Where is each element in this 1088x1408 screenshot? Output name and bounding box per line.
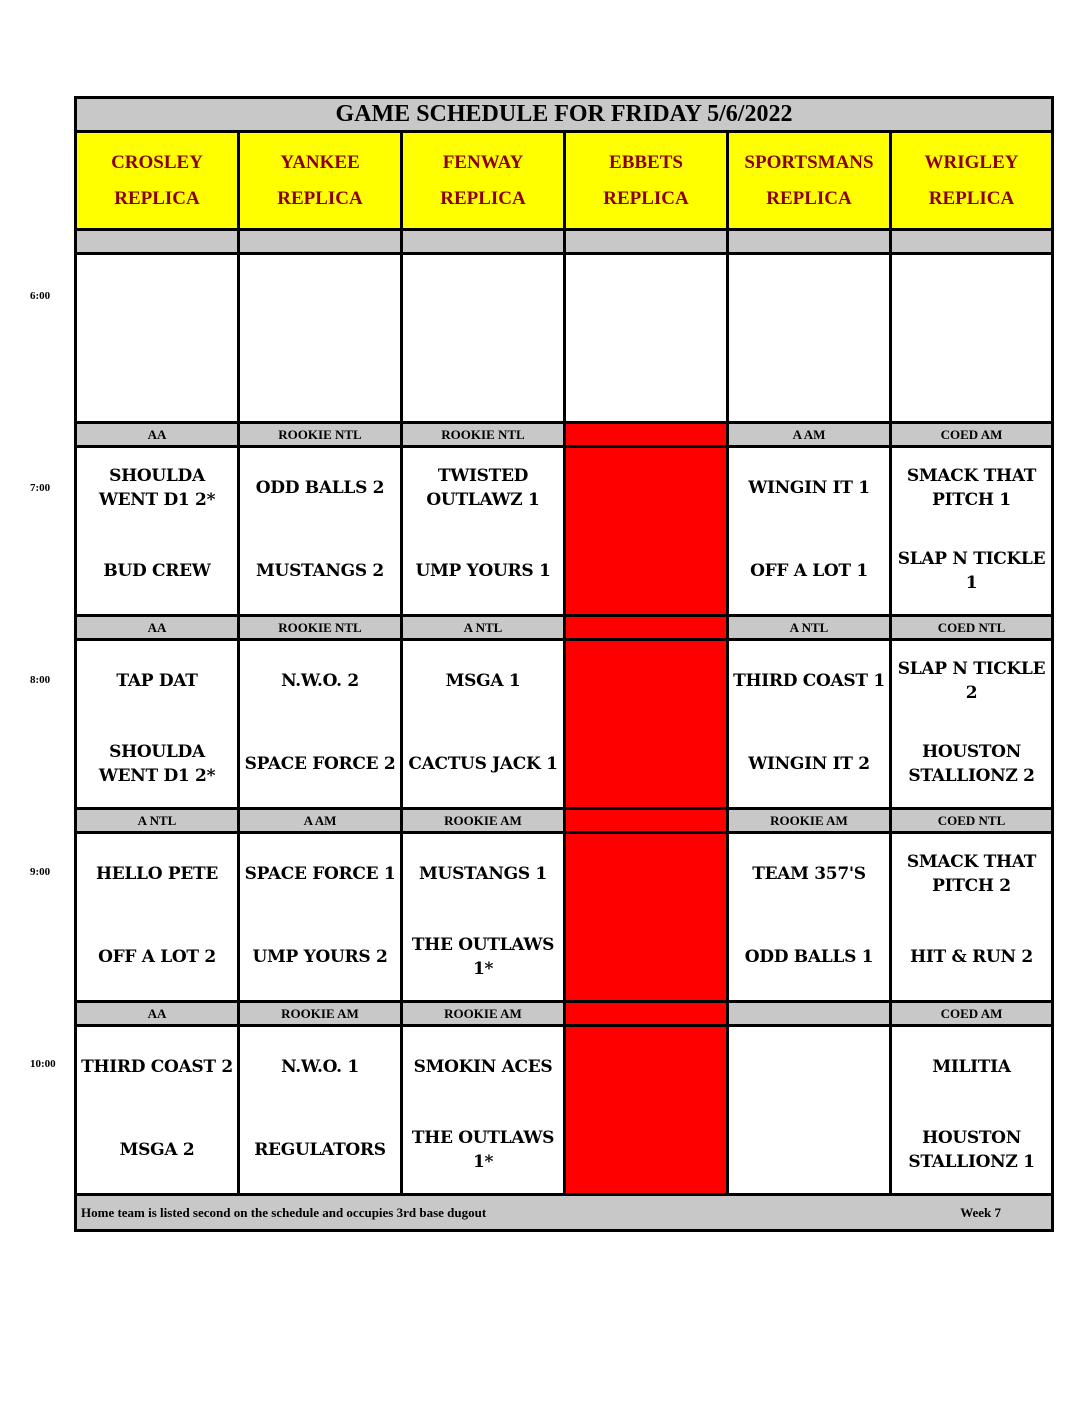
division-label: ROOKIE AM bbox=[240, 1003, 403, 1027]
home-team: UMP YOURS 2 bbox=[252, 947, 388, 967]
home-team bbox=[644, 1107, 648, 1193]
away-team bbox=[644, 834, 648, 914]
spacer-cell bbox=[77, 231, 240, 255]
home-team: WINGIN IT 2 bbox=[748, 754, 870, 774]
division-label: AA bbox=[77, 1003, 240, 1027]
home-team: OFF A LOT 1 bbox=[750, 561, 868, 581]
home-team bbox=[644, 721, 648, 807]
away-team: TAP DAT bbox=[116, 671, 198, 691]
game-slots bbox=[77, 424, 1051, 1196]
closed-field-cell bbox=[566, 424, 729, 448]
home-team: CACTUS JACK 1 bbox=[408, 754, 558, 774]
away-team: N.W.O. 1 bbox=[281, 1057, 359, 1077]
away-team: MILITIA bbox=[932, 1057, 1011, 1077]
home-team: SLAP N TICKLE 1 bbox=[897, 549, 1046, 593]
game-cell bbox=[240, 448, 403, 617]
empty-cell bbox=[566, 255, 729, 424]
away-team: HELLO PETE bbox=[95, 864, 218, 884]
game-cell bbox=[77, 834, 240, 1003]
closed-field-cell bbox=[566, 641, 729, 810]
field-header-crosley bbox=[77, 133, 240, 231]
away-team: TWISTED OUTLAWZ 1 bbox=[426, 466, 540, 510]
field-header-sportsmans bbox=[729, 133, 892, 231]
footer-cell bbox=[77, 1196, 1051, 1229]
empty-cell bbox=[729, 255, 892, 424]
field-header-fenway bbox=[403, 133, 566, 231]
away-team: THIRD COAST 2 bbox=[81, 1057, 233, 1077]
division-row bbox=[77, 617, 1051, 641]
field-name: FENWAY bbox=[442, 151, 524, 173]
division-label bbox=[729, 1003, 892, 1027]
home-team: HIT & RUN 2 bbox=[910, 947, 1033, 967]
game-cell bbox=[892, 1027, 1051, 1196]
field-sub: REPLICA bbox=[603, 187, 689, 209]
field-sub: REPLICA bbox=[277, 187, 363, 209]
division-label: A AM bbox=[240, 810, 403, 834]
home-team bbox=[807, 1107, 811, 1193]
spacer-cell bbox=[892, 231, 1051, 255]
game-cell bbox=[240, 641, 403, 810]
field-header-ebbets bbox=[566, 133, 729, 231]
game-row bbox=[77, 1027, 1051, 1196]
field-sub: REPLICA bbox=[766, 187, 852, 209]
home-team bbox=[644, 914, 648, 1000]
game-cell bbox=[892, 641, 1051, 810]
time-label: 8:00 bbox=[30, 674, 51, 686]
game-cell bbox=[892, 448, 1051, 617]
division-label: ROOKIE AM bbox=[729, 810, 892, 834]
away-team: THIRD COAST 1 bbox=[733, 671, 885, 691]
time-label: 7:00 bbox=[30, 482, 51, 494]
closed-field-cell bbox=[566, 810, 729, 834]
home-team: MUSTANGS 2 bbox=[256, 561, 384, 581]
division-label: AA bbox=[77, 424, 240, 448]
home-team: THE OUTLAWS 1* bbox=[411, 1128, 555, 1172]
game-cell bbox=[403, 641, 566, 810]
game-cell bbox=[77, 448, 240, 617]
division-row bbox=[77, 424, 1051, 448]
away-team: SPACE FORCE 1 bbox=[244, 864, 396, 884]
schedule-title: GAME SCHEDULE FOR FRIDAY 5/6/2022 bbox=[77, 99, 1051, 133]
game-row bbox=[77, 641, 1051, 810]
empty-cell bbox=[240, 255, 403, 424]
spacer-cell bbox=[403, 231, 566, 255]
empty-cell bbox=[403, 255, 566, 424]
division-label: COED AM bbox=[892, 424, 1051, 448]
closed-field-cell bbox=[566, 617, 729, 641]
division-label: A NTL bbox=[77, 810, 240, 834]
field-name: SPORTSMANS bbox=[744, 151, 874, 173]
spacer-cell bbox=[566, 231, 729, 255]
field-sub: REPLICA bbox=[114, 187, 200, 209]
home-team: THE OUTLAWS 1* bbox=[411, 935, 555, 979]
field-header-yankee bbox=[240, 133, 403, 231]
time-label: 9:00 bbox=[30, 866, 51, 878]
game-cell bbox=[77, 1027, 240, 1196]
empty-cell bbox=[892, 255, 1051, 424]
field-name: YANKEE bbox=[280, 151, 360, 173]
away-team: SMACK THAT PITCH 1 bbox=[906, 466, 1037, 510]
away-team: SLAP N TICKLE 2 bbox=[897, 659, 1046, 703]
away-team: MUSTANGS 1 bbox=[419, 864, 547, 884]
division-label: A NTL bbox=[403, 617, 566, 641]
home-team: SPACE FORCE 2 bbox=[244, 754, 396, 774]
game-cell bbox=[403, 448, 566, 617]
game-cell bbox=[77, 641, 240, 810]
game-row bbox=[77, 448, 1051, 617]
game-cell bbox=[892, 834, 1051, 1003]
away-team: SMOKIN ACES bbox=[413, 1057, 553, 1077]
away-team bbox=[644, 1027, 648, 1107]
division-label: ROOKIE AM bbox=[403, 1003, 566, 1027]
away-team: N.W.O. 2 bbox=[281, 671, 359, 691]
closed-field-cell bbox=[566, 448, 729, 617]
title-row bbox=[77, 99, 1051, 133]
field-sub: REPLICA bbox=[928, 187, 1015, 209]
division-row bbox=[77, 1003, 1051, 1027]
time-label: 6:00 bbox=[30, 290, 51, 302]
closed-field-cell bbox=[566, 1003, 729, 1027]
field-sub: REPLICA bbox=[440, 187, 526, 209]
field-name: EBBETS bbox=[609, 151, 683, 173]
home-team: HOUSTON STALLIONZ 1 bbox=[908, 1128, 1035, 1172]
away-team: ODD BALLS 2 bbox=[255, 478, 385, 498]
field-name: CROSLEY bbox=[111, 151, 203, 173]
division-label: A NTL bbox=[729, 617, 892, 641]
home-team: REGULATORS bbox=[254, 1140, 386, 1160]
game-cell bbox=[729, 641, 892, 810]
home-team bbox=[644, 528, 648, 614]
division-label: COED AM bbox=[892, 1003, 1051, 1027]
division-label: COED NTL bbox=[892, 810, 1051, 834]
closed-field-cell bbox=[566, 1027, 729, 1196]
game-row bbox=[77, 834, 1051, 1003]
game-cell bbox=[240, 834, 403, 1003]
game-cell bbox=[729, 1027, 892, 1196]
away-team: WINGIN IT 1 bbox=[748, 478, 870, 498]
home-team: ODD BALLS 1 bbox=[744, 947, 874, 967]
game-cell bbox=[729, 834, 892, 1003]
division-label: AA bbox=[77, 617, 240, 641]
division-row bbox=[77, 810, 1051, 834]
division-label: ROOKIE NTL bbox=[240, 617, 403, 641]
away-team bbox=[807, 1027, 811, 1107]
footer-note: Home team is listed second on the schedule and occupies 3rd base dugout bbox=[81, 1204, 487, 1220]
division-label: ROOKIE NTL bbox=[240, 424, 403, 448]
home-team: SHOULDA WENT D1 2* bbox=[98, 742, 216, 786]
empty-cell bbox=[77, 255, 240, 424]
footer-row bbox=[77, 1196, 1051, 1229]
away-team: SHOULDA WENT D1 2* bbox=[98, 466, 216, 510]
time-label: 10:00 bbox=[30, 1058, 56, 1070]
field-header-row bbox=[77, 133, 1051, 231]
game-cell bbox=[729, 448, 892, 617]
week-label: Week 7 bbox=[960, 1204, 1001, 1220]
away-team: TEAM 357'S bbox=[752, 864, 866, 884]
away-team: MSGA 1 bbox=[445, 671, 521, 691]
away-team bbox=[644, 448, 648, 528]
spacer-cell bbox=[240, 231, 403, 255]
division-label: ROOKIE AM bbox=[403, 810, 566, 834]
spacer-row bbox=[77, 231, 1051, 255]
game-cell bbox=[403, 1027, 566, 1196]
game-cell bbox=[403, 834, 566, 1003]
away-team: SMACK THAT PITCH 2 bbox=[906, 852, 1037, 896]
field-name: WRIGLEY bbox=[924, 151, 1019, 173]
away-team bbox=[644, 641, 648, 721]
home-team: UMP YOURS 1 bbox=[415, 561, 551, 581]
spacer-cell bbox=[729, 231, 892, 255]
home-team: HOUSTON STALLIONZ 2 bbox=[908, 742, 1035, 786]
closed-field-cell bbox=[566, 834, 729, 1003]
game-cell bbox=[240, 1027, 403, 1196]
home-team: MSGA 2 bbox=[119, 1140, 195, 1160]
schedule-table bbox=[74, 96, 1054, 1232]
home-team: OFF A LOT 2 bbox=[98, 947, 216, 967]
division-label: COED NTL bbox=[892, 617, 1051, 641]
field-header-wrigley bbox=[892, 133, 1051, 231]
division-label: ROOKIE NTL bbox=[403, 424, 566, 448]
slot-6pm-empty bbox=[77, 255, 1051, 424]
division-label: A AM bbox=[729, 424, 892, 448]
home-team: BUD CREW bbox=[103, 561, 211, 581]
